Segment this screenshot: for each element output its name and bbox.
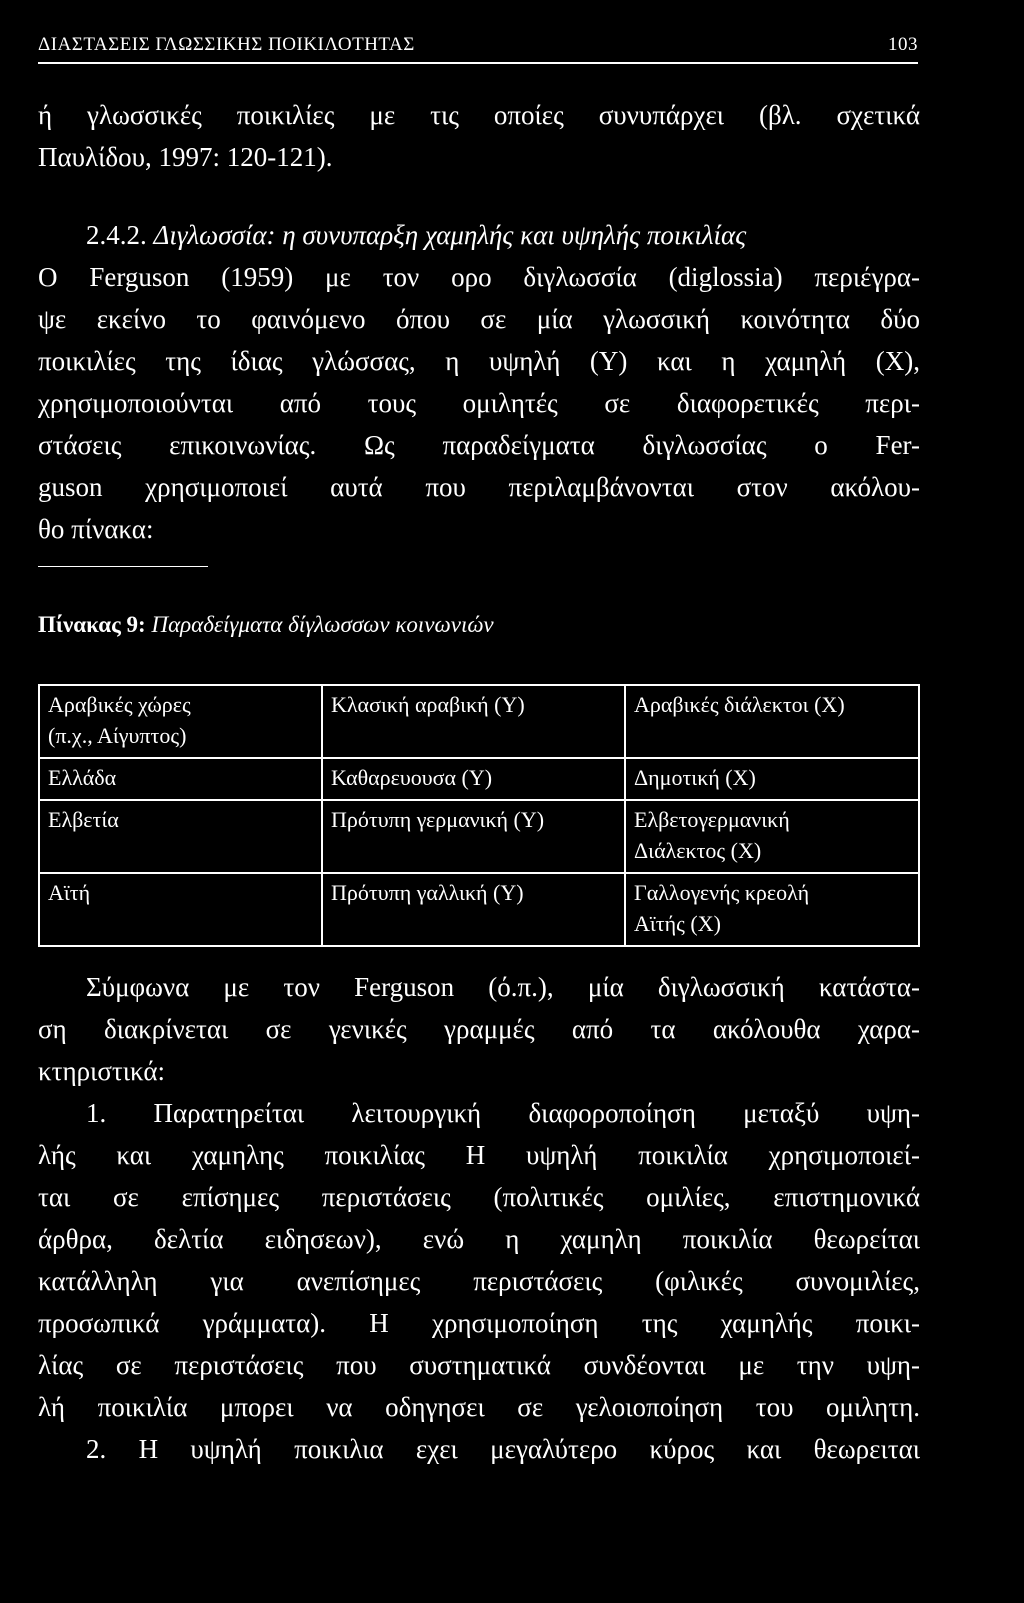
text-line: 2. Η υψηλή ποικιλια εχει μεγαλύτερο κύρος και θεωρειται [86, 1434, 920, 1464]
table-cell [625, 685, 919, 758]
table-cell-text: Ελλάδα [48, 765, 117, 790]
text-line: ποικιλίες της ίδιας γλώσσας, η υψηλή (Υ) και η χαμηλή (Χ), [38, 346, 920, 376]
table-cell-text: Ελβετογερμανική [634, 807, 790, 832]
text-line: ται σε επίσημες περιστάσεις (πολιτικές ομιλίες, επιστημονικά [38, 1182, 920, 1212]
table-cell-text: Ελβετία [48, 807, 119, 832]
page-number: 103 [888, 34, 918, 55]
text-line: προσωπικά γράμματα). Η χρησιμοποίηση της χαμηλής ποικι- [38, 1308, 920, 1338]
table-cell-text: Πρότυπη γερμανική (Υ) [331, 807, 545, 832]
intro-paragraph [38, 94, 920, 178]
table-caption-title: Παραδείγματα δίγλωσσων κοινωνιών [151, 612, 494, 637]
text-line: guson χρησιμοποιεί αυτά που περιλαμβάνονται στον ακόλου- [38, 472, 920, 502]
diglossia-table [38, 684, 920, 947]
text-line: λίας σε περιστάσεις που συστηματικά συνδέονται με την υψη- [38, 1350, 920, 1380]
text-line: στάσεις επικοινωνίας. Ως παραδείγματα διγλωσσίας ο Fer- [38, 430, 920, 460]
table-cell-text: Αραβικές διάλεκτοι (Χ) [634, 692, 845, 717]
table-cell-text: Αϊτής (Χ) [634, 911, 721, 936]
table-cell-text: Γαλλογενής κρεολή [634, 880, 810, 905]
table-cell [322, 758, 625, 800]
table-cell [39, 758, 322, 800]
table-cell-text: (π.χ., Αίγυπτος) [48, 723, 187, 748]
running-header [38, 32, 918, 64]
section-heading-text: Διγλωσσία: η συνυπαρξη χαμηλής και υψηλής ποικιλίας [153, 220, 747, 250]
table-row [39, 873, 919, 946]
running-header-title: ΔΙΑΣΤΑΣΕΙΣ ΓΛΩΣΣΙΚΗΣ ΠΟΙΚΙΛΟΤΗΤΑΣ [38, 34, 415, 55]
table-cell [39, 800, 322, 873]
table-cell-text: Δημοτική (Χ) [634, 765, 756, 790]
text-line: κατάλληλη για ανεπίσημες περιστάσεις (φιλικές συνομιλίες, [38, 1266, 920, 1296]
text-line: Σύμφωνα με τον Ferguson (ό.π.), μία διγλωσσική κατάστα- [86, 972, 920, 1002]
text-line: χρησιμοποιούνται από τους ομιλητές σε διαφορετικές περι- [38, 388, 920, 418]
text-line: άρθρα, δελτία ειδησεων), ενώ η χαμηλη ποικιλία θεωρείται [38, 1224, 920, 1254]
text-line: λής και χαμηλης ποικιλίας Η υψηλή ποικιλία χρησιμοποιεί- [38, 1140, 920, 1170]
table-cell [322, 873, 625, 946]
section-number: 2.4.2. [86, 220, 147, 250]
after-table-paragraph [38, 966, 920, 1470]
table-row [39, 800, 919, 873]
table-cell [625, 758, 919, 800]
table-cell-text: Αραβικές χώρες [48, 692, 191, 717]
table-cell [39, 685, 322, 758]
divider [38, 566, 208, 567]
table-caption-label: Πίνακας 9: [38, 612, 146, 637]
text-line: 1. Παρατηρείται λειτουργική διαφοροποίηση μεταξύ υψη- [86, 1098, 920, 1128]
text-line: θο πίνακα: [38, 514, 154, 544]
table-cell-text: Αϊτή [48, 880, 91, 905]
table-caption [38, 612, 494, 638]
section-heading [38, 214, 920, 256]
table-cell [322, 800, 625, 873]
table-cell-text: Διάλεκτος (Χ) [634, 838, 762, 863]
text-line: ψε εκείνο το φαινόμενο όπου σε μία γλωσσική κοινότητα δύο [38, 304, 920, 334]
table-cell-text: Κλασική αραβική (Υ) [331, 692, 525, 717]
text-line: Παυλίδου, 1997: 120-121). [38, 142, 333, 172]
table-cell-text: Πρότυπη γαλλική (Υ) [331, 880, 524, 905]
text-line: κτηριστικά: [38, 1056, 165, 1086]
text-line: ή γλωσσικές ποικιλίες με τις οποίες συνυπάρχει (βλ. σχετικά [38, 100, 920, 130]
table-cell [322, 685, 625, 758]
table-cell [625, 800, 919, 873]
text-line: λή ποικιλία μπορει να οδηγησει σε γελοιοποίηση του ομιλητη. [38, 1392, 920, 1422]
table-row [39, 758, 919, 800]
section-paragraph [38, 214, 920, 550]
table-cell [625, 873, 919, 946]
table-row [39, 685, 919, 758]
text-line: Ο Ferguson (1959) με τον ορο διγλωσσία (diglossia) περιέγρα- [38, 262, 920, 292]
text-line: ση διακρίνεται σε γενικές γραμμές από τα ακόλουθα χαρα- [38, 1014, 920, 1044]
table-cell [39, 873, 322, 946]
table-cell-text: Καθαρευουσα (Υ) [331, 765, 493, 790]
